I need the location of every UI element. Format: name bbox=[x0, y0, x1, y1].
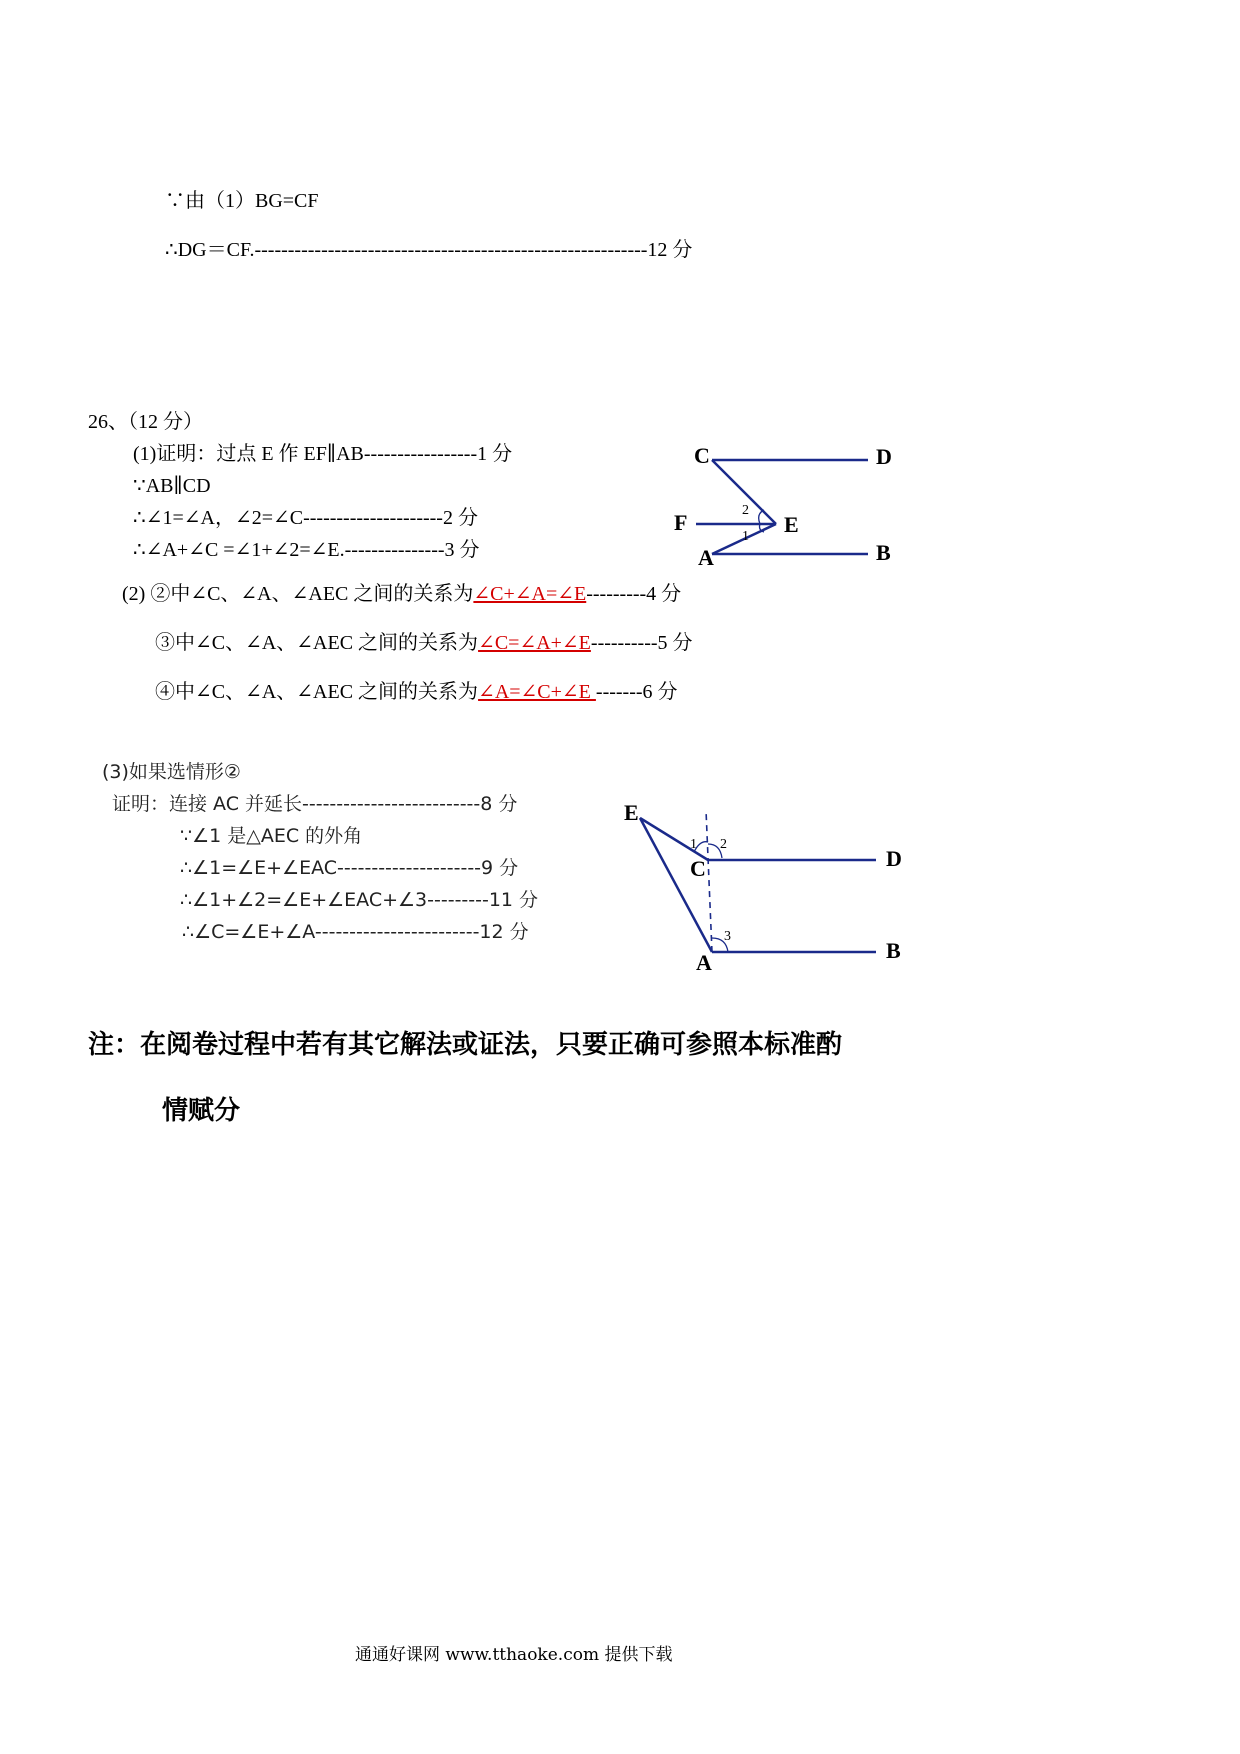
grading-note-line-1: 注：在阅卷过程中若有其它解法或证法，只要正确可参照本标准酌 bbox=[88, 1030, 843, 1060]
proof-line-dg-cf: ∴DG＝CF.-----------------------------------------------------------12 分 bbox=[165, 239, 693, 261]
q26-heading: 26、（12 分） bbox=[88, 411, 203, 433]
grading-note-line-2: 情赋分 bbox=[162, 1096, 241, 1126]
relation-4-answer: ∠A=∠C+∠E bbox=[478, 681, 596, 703]
relation-4-suffix: -------6 分 bbox=[595, 681, 678, 703]
q26-proof-step-3: ∴∠1=∠A，∠2=∠C---------------------2 分 bbox=[133, 507, 478, 529]
label-f: F bbox=[674, 510, 688, 535]
line-ac-extended bbox=[706, 810, 712, 952]
label-e: E bbox=[624, 800, 639, 825]
label-c: C bbox=[690, 856, 706, 881]
relation-2-answer: ∠C+∠A=∠E bbox=[473, 583, 587, 605]
q26-proof-step-4: ∴∠A+∠C =∠1+∠2=∠E.---------------3 分 bbox=[133, 539, 480, 561]
label-a: A bbox=[698, 545, 714, 570]
q26-relation-2 bbox=[122, 582, 681, 606]
q26-proof-step-1: (1)证明：过点 E 作 EF∥AB-----------------1 分 bbox=[133, 443, 513, 465]
footer-source: 通通好课网 www.tthaoke.com 提供下载 bbox=[355, 1645, 673, 1665]
label-d: D bbox=[886, 846, 902, 871]
label-e: E bbox=[784, 512, 799, 537]
label-b: B bbox=[876, 540, 891, 565]
part3-step-2: ∵∠1 是△AEC 的外角 bbox=[180, 825, 363, 847]
part3-step-1: 证明：连接 AC 并延长--------------------------8 分 bbox=[112, 793, 518, 815]
figure-parallel-lines-2 bbox=[620, 800, 920, 980]
relation-4-prefix: ④中∠C、∠A、∠AEC 之间的关系为 bbox=[155, 681, 479, 703]
label-b: B bbox=[886, 938, 901, 963]
label-d: D bbox=[876, 444, 892, 469]
part3-heading: (3)如果选情形② bbox=[102, 761, 241, 783]
angle-label-1: 1 bbox=[690, 837, 697, 852]
q26-relation-3 bbox=[155, 631, 693, 655]
angle-label-3: 3 bbox=[724, 929, 731, 944]
part3-step-5: ∴∠C=∠E+∠A------------------------12 分 bbox=[182, 921, 529, 943]
relation-2-prefix: (2) ②中∠C、∠A、∠AEC 之间的关系为 bbox=[122, 583, 474, 605]
q26-relation-4 bbox=[155, 680, 678, 704]
angle-label-2: 2 bbox=[742, 503, 749, 518]
figure-parallel-lines-1 bbox=[660, 430, 920, 580]
proof-line-bg-cf: ∵由（1）BG=CF bbox=[165, 190, 319, 212]
relation-3-prefix: ③中∠C、∠A、∠AEC 之间的关系为 bbox=[155, 632, 479, 654]
angle-label-2: 2 bbox=[720, 837, 727, 852]
angle-label-1: 1 bbox=[742, 529, 749, 544]
line-ea bbox=[640, 818, 712, 952]
relation-3-suffix: ----------5 分 bbox=[590, 632, 693, 654]
label-a: A bbox=[696, 950, 712, 975]
part3-step-3: ∴∠1=∠E+∠EAC---------------------9 分 bbox=[180, 857, 519, 879]
relation-2-suffix: ---------4 分 bbox=[586, 583, 682, 605]
q26-proof-step-2: ∵AB∥CD bbox=[133, 475, 211, 497]
label-c: C bbox=[694, 443, 710, 468]
relation-3-answer: ∠C=∠A+∠E bbox=[478, 632, 591, 654]
part3-step-4: ∴∠1+∠2=∠E+∠EAC+∠3---------11 分 bbox=[180, 889, 539, 911]
